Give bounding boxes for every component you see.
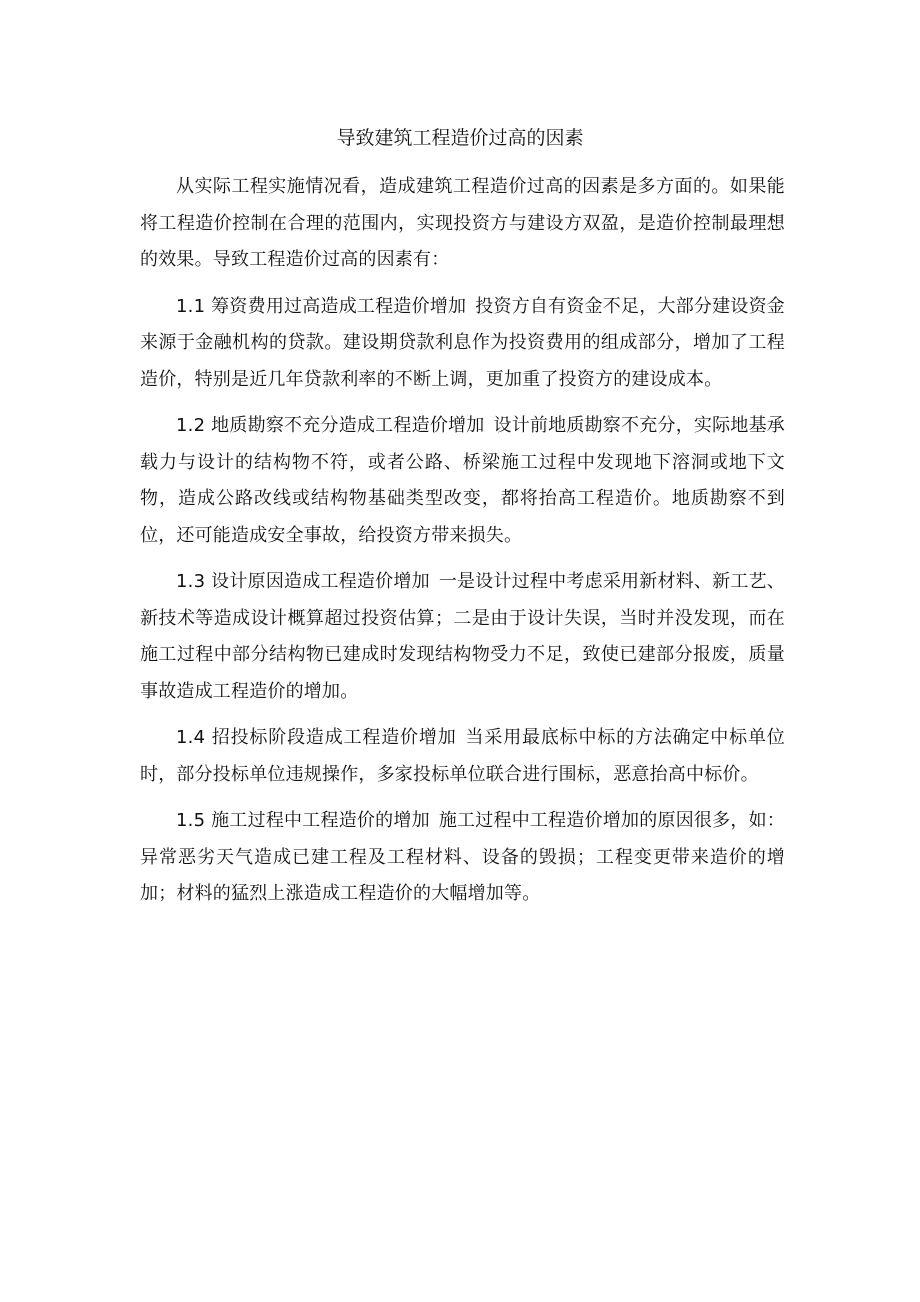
paragraph-text: 投资方自有资金不足，大部分建设资金来源于金融机构的贷款。建设期贷款利息作为投资费用的组成部分，增加了工程造价，特别是近几年贷款利率的不断上调，更加重了投资方的建设成本。 <box>140 295 785 390</box>
paragraph-text: 当采用最底标中标的方法确定中标单位时，部分投标单位违规操作，多家投标单位联合进行围标，恶意抬高中标价。 <box>140 727 785 785</box>
section-heading: 1.2 地质勘察不充分造成工程造价增加 <box>176 415 485 436</box>
paragraph-section-1-5 <box>140 803 785 913</box>
paragraph-text: 施工过程中工程造价增加的原因很多，如：异常恶劣天气造成已建工程及工程材料、设备的毁损；工程变更带来造价的增加；材料的猛烈上涨造成工程造价的大幅增加等。 <box>140 810 785 904</box>
paragraph-section-1-2 <box>140 408 785 554</box>
paragraph-intro <box>140 169 785 279</box>
section-heading: 1.4 招投标阶段造成工程造价增加 <box>176 727 457 748</box>
paragraph-section-1-3 <box>140 564 785 710</box>
section-heading: 1.5 施工过程中工程造价的增加 <box>176 810 430 831</box>
section-heading: 1.3 设计原因造成工程造价增加 <box>176 571 430 592</box>
paragraph-section-1-1 <box>140 289 785 399</box>
paragraph-section-1-4 <box>140 720 785 793</box>
paragraph-text: 设计前地质勘察不充分，实际地基承载力与设计的结构物不符，或者公路、桥梁施工过程中发现地下溶洞或地下文物，造成公路改线或结构物基础类型改变，都将抬高工程造价。地质勘察不到位，还可能造成安全事故，给投资方带来损失。 <box>140 415 785 546</box>
document-title: 导致建筑工程造价过高的因素 <box>336 127 584 149</box>
paragraph-text: 从实际工程实施情况看，造成建筑工程造价过高的因素是多方面的。如果能将工程造价控制在合理的范围内，实现投资方与建设方双盈，是造价控制最理想的效果。导致工程造价过高的因素有： <box>140 176 785 270</box>
section-heading: 1.1 筹资费用过高造成工程造价增加 <box>176 295 467 317</box>
document-body <box>140 169 785 923</box>
paragraph-text: 一是设计过程中考虑采用新材料、新工艺、新技术等造成设计概算超过投资估算；二是由于设计失误，当时并没发现，而在施工过程中部分结构物已建成时发现结构物受力不足，致使已建部分报废，质量事故造成工程造价的增加。 <box>140 571 785 702</box>
